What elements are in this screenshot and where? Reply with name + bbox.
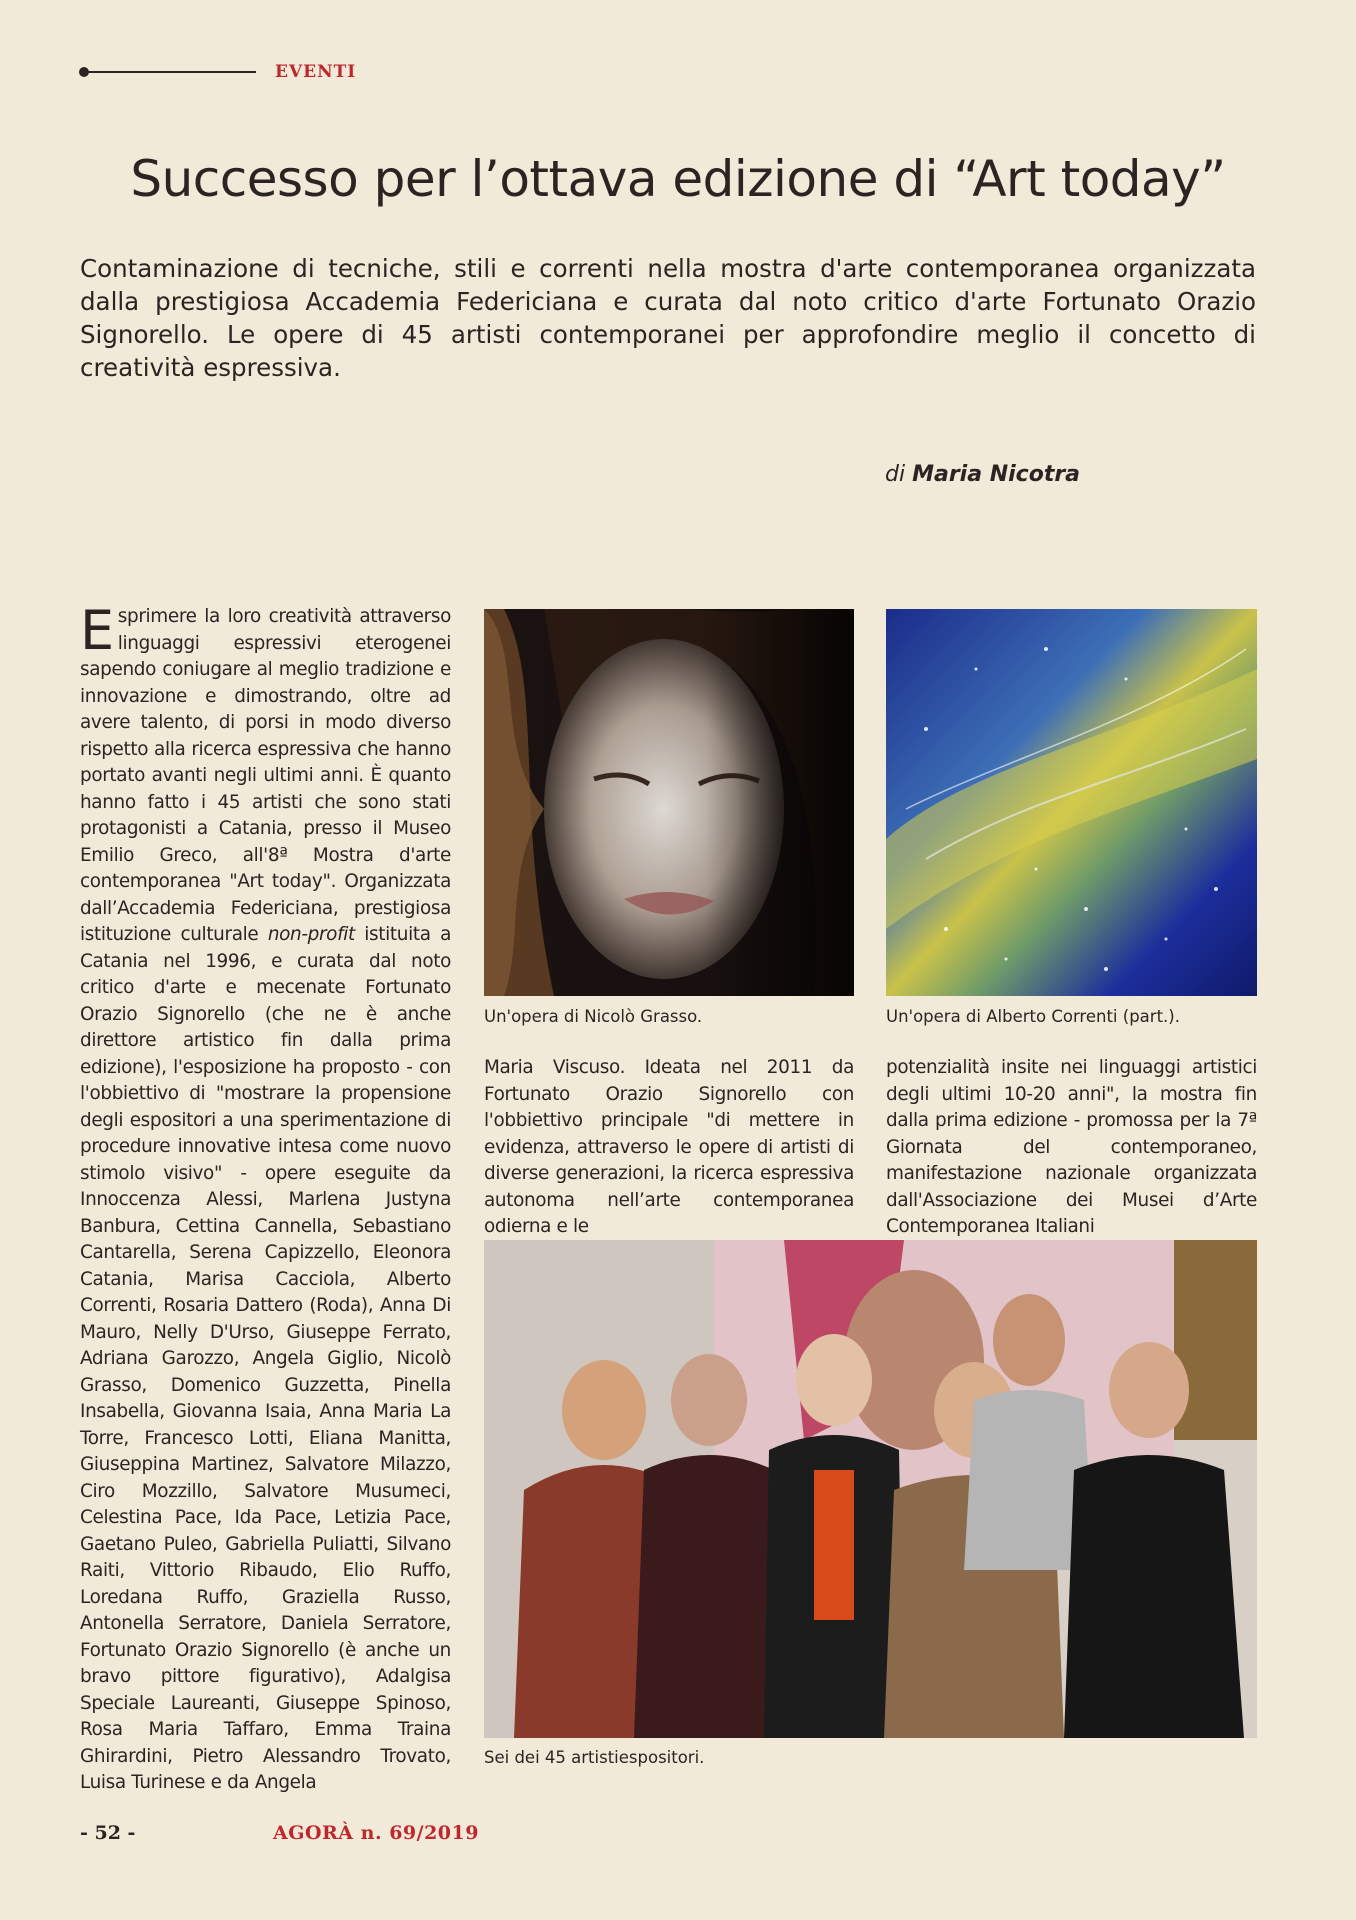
painting-portrait-image [484, 609, 854, 996]
group-photo-image [484, 1240, 1257, 1738]
section-label: EVENTI [275, 62, 357, 82]
body-column-1 [80, 599, 452, 1797]
caption-painting-abstract: Un'opera di Alberto Correnti (part.). [886, 1007, 1180, 1026]
magazine-issue: AGORÀ n. 69/2019 [273, 1822, 479, 1844]
body-column-3: potenzialità insite nei linguaggi artistici degli ultimi 10-20 anni", la mostra fin dalla prima edizione - promossa per la 7ª Giornata del contemporaneo, manifestazione nazionale organizzata dall'Associazione dei Musei d’Arte Contemporanea Italiani [886, 1057, 1257, 1237]
drop-cap: E [80, 599, 114, 662]
page-number: - 52 - [80, 1822, 136, 1844]
body-column-2: Maria Viscuso. Ideata nel 2011 da Fortunato Orazio Signorello con l'obbiettivo principale "di mettere in evidenza, attraverso le opere di artisti di diverse generazioni, la ricerca espressiva autonoma nell’arte contemporanea odierna e le [484, 1057, 854, 1237]
header-rule [86, 71, 256, 73]
body-italic: non-profit [267, 924, 355, 945]
article-title: Successo per l’ottava edizione di “Art today” [130, 150, 1226, 208]
caption-painting-portrait: Un'opera di Nicolò Grasso. [484, 1007, 703, 1026]
body-text-1a: sprimere la loro creatività attraverso linguaggi espressivi eterogenei sapendo coniugare al meglio tradizione e innovazione e dimostrando, oltre ad avere talento, di porsi in modo diverso rispetto alla ricerca espressiva che hanno portato avanti negli ultimi anni. È quanto hanno fatto i 45 artisti che sono stati protagonisti a Catania, presso il Museo Emilio Greco, all'8ª Mostra d'arte contemporanea "Art today". Organizzata dall’Accademia Federiciana, prestigiosa istituzione culturale [80, 606, 451, 945]
byline-prefix: di [885, 462, 906, 487]
byline [885, 462, 1080, 487]
painting-abstract-image [886, 609, 1257, 996]
body-text-1b: istituita a Catania nel 1996, e curata dal noto critico d'arte e mecenate Fortunato Orazio Signorello (che ne è anche direttore artistico fin dalla prima edizione), l'esposizione ha proposto - con l'obbiettivo di "mostrare la propensione degli espositori a una sperimentazione di procedure innovative intesa come nuovo stimolo visivo" - opere eseguite da Innoccenza Alessi, Marlena Justyna Banbura, Cettina Cannella, Sebastiano Cantarella, Serena Capizzello, Eleonora Catania, Marisa Cacciola, Alberto Correnti, Rosaria Dattero (Roda), Anna Di Mauro, Nelly D'Urso, Giuseppe Ferrato, Adriana Garozzo, Angela Giglio, Nicolò Grasso, Domenico Guzzetta, Pinella Insabella, Giovanna Isaia, Anna Maria La Torre, Francesco Lotti, Eliana Manitta, Giuseppina Martinez, Salvatore Milazzo, Ciro Mozzillo, Salvatore Musumeci, Celestina Pace, Ida Pace, Letizia Pace, Gaetano Puleo, Gabriella Puliatti, Silvano Raiti, Vittorio Ribaudo, Elio Ruffo, Loredana Ruffo, Graziella Russo, Antonella Serratore, Daniela Serratore, Fortunato Orazio Signorello (è anche un bravo pittore figurativo), Adalgisa Speciale Laureanti, Giuseppe Spinoso, Rosa Maria Taffaro, Emma Traina Ghirardini, Pietro Alessandro Trovato, Luisa Turinese e da Angela [80, 924, 452, 1793]
author-name: Maria Nicotra [912, 462, 1081, 487]
caption-group-photo: Sei dei 45 artistiespositori. [484, 1748, 705, 1767]
article-subtitle: Contaminazione di tecniche, stili e correnti nella mostra d'arte contemporanea organizzata dalla prestigiosa Accademia Federiciana e curata dal noto critico d'arte Fortunato Orazio Signorello. Le opere di 45 artisti contemporanei per approfondire meglio il concetto di creatività espressiva. [80, 254, 1256, 382]
